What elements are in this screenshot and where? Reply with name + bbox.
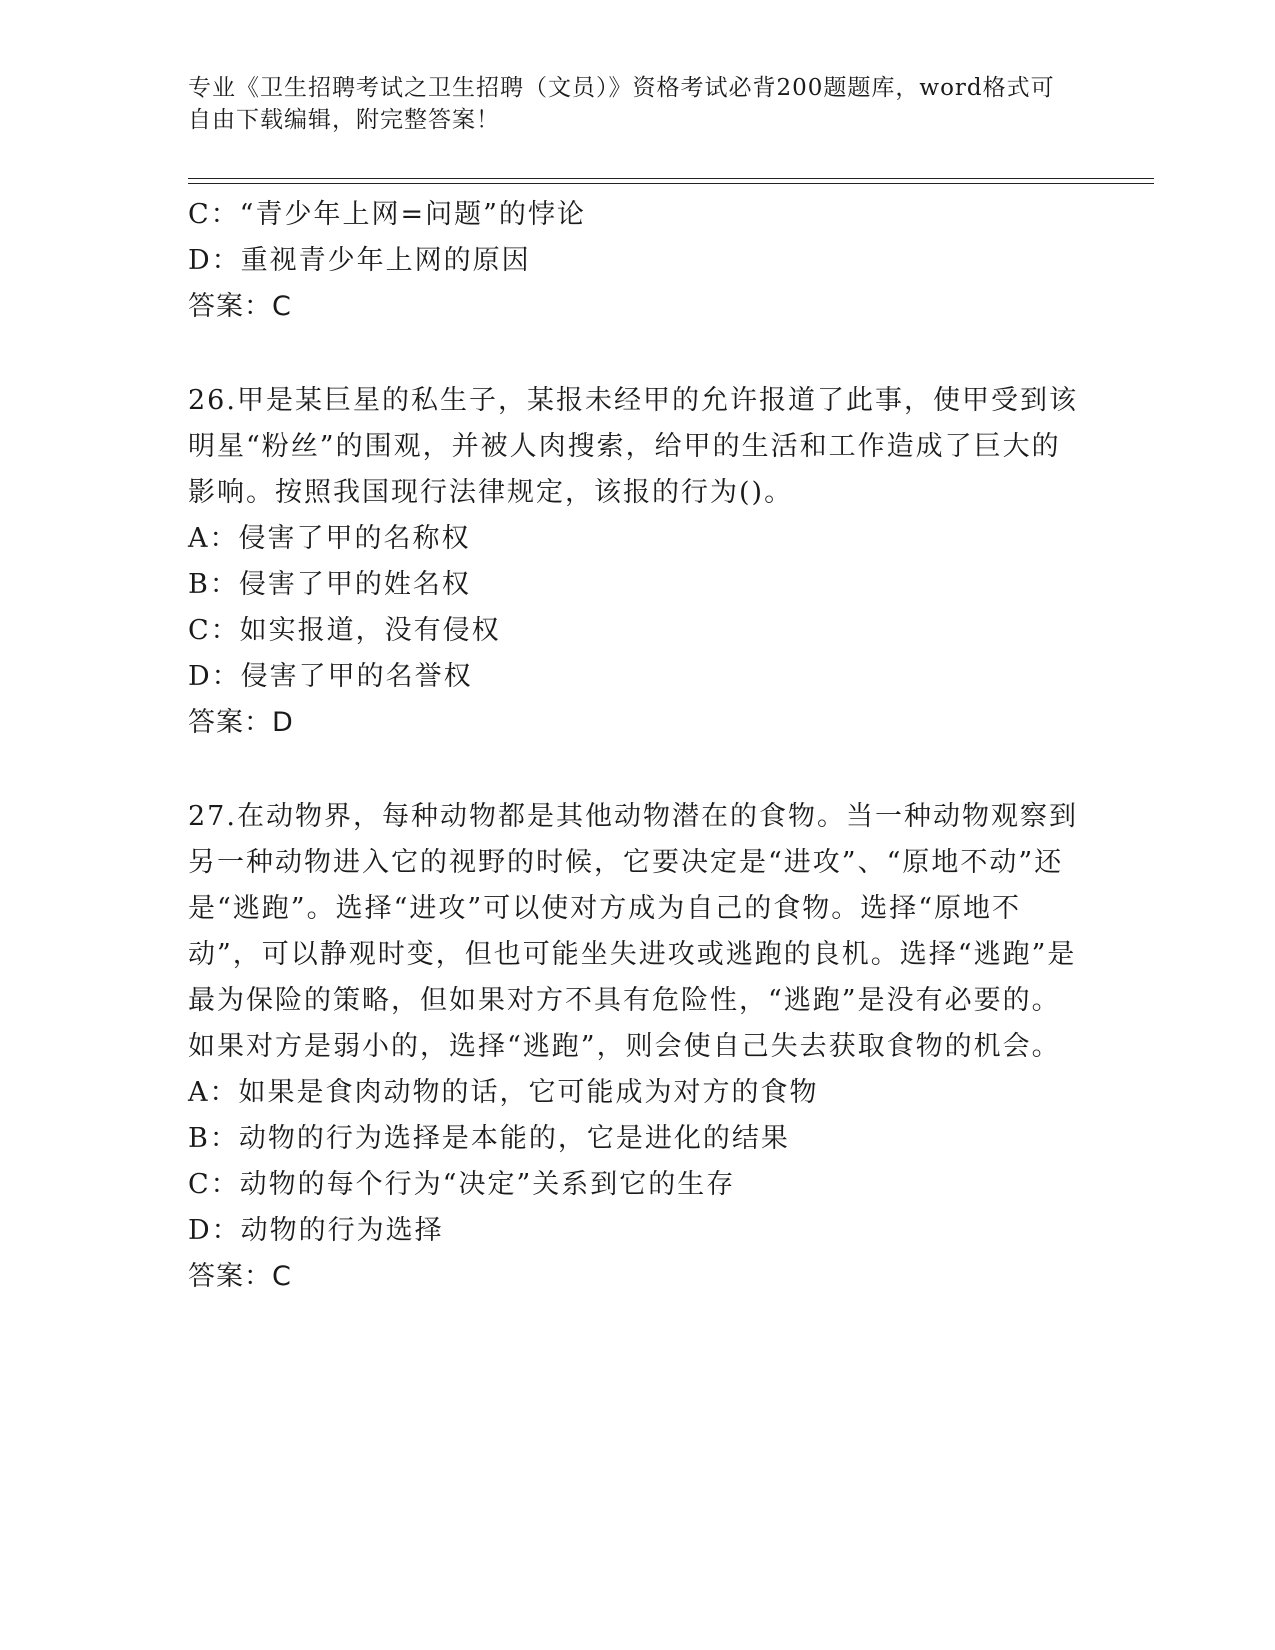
header-rule-top — [188, 178, 1154, 179]
option-b: B：侵害了甲的姓名权 — [188, 569, 471, 600]
option-a: A：如果是食肉动物的话，它可能成为对方的食物 — [188, 1077, 819, 1108]
option-c: C：如实报道，没有侵权 — [188, 615, 501, 646]
answer-line: 答案：D — [188, 707, 294, 738]
answer-line: 答案：C — [188, 291, 292, 322]
spacer — [188, 330, 1078, 378]
option-d: D：动物的行为选择 — [188, 1215, 444, 1246]
question-list — [188, 192, 1078, 1300]
answer-line: 答案：C — [188, 1261, 292, 1292]
question-stem: 26.甲是某巨星的私生子，某报未经甲的允许报道了此事，使甲受到该明星“粉丝”的围观，并被人肉搜索，给甲的生活和工作造成了巨大的影响。按照我国现行法律规定，该报的行为()。 — [188, 385, 1078, 508]
question-stem: 27.在动物界，每种动物都是其他动物潜在的食物。当一种动物观察到另一种动物进入它的视野的时候，它要决定是“进攻”、“原地不动”还是“逃跑”。选择“进攻”可以使对方成为自己的食物。选择“原地不动”，可以静观时变，但也可能坐失进攻或逃跑的良机。选择“逃跑”是最为保险的策略，但如果对方不具有危险性，“逃跑”是没有必要的。如果对方是弱小的，选择“逃跑”，则会使自己失去获取食物的机会。 — [188, 801, 1078, 1062]
option-b: B：动物的行为选择是本能的，它是进化的结果 — [188, 1123, 790, 1154]
spacer — [188, 746, 1078, 794]
document-header: 专业《卫生招聘考试之卫生招聘（文员）》资格考试必背200题题库，word格式可自由下载编辑，附完整答案！ — [188, 75, 1055, 133]
question-26 — [188, 378, 1078, 746]
option-d: D：重视青少年上网的原因 — [188, 245, 531, 276]
question-27 — [188, 794, 1078, 1300]
option-a: A：侵害了甲的名称权 — [188, 523, 471, 554]
header-rule-bottom — [188, 183, 1154, 184]
option-d: D：侵害了甲的名誉权 — [188, 661, 473, 692]
option-c: C：“青少年上网=问题”的悖论 — [188, 199, 586, 230]
option-c: C：动物的每个行为“决定”关系到它的生存 — [188, 1169, 736, 1200]
question-25-tail — [188, 192, 1078, 330]
